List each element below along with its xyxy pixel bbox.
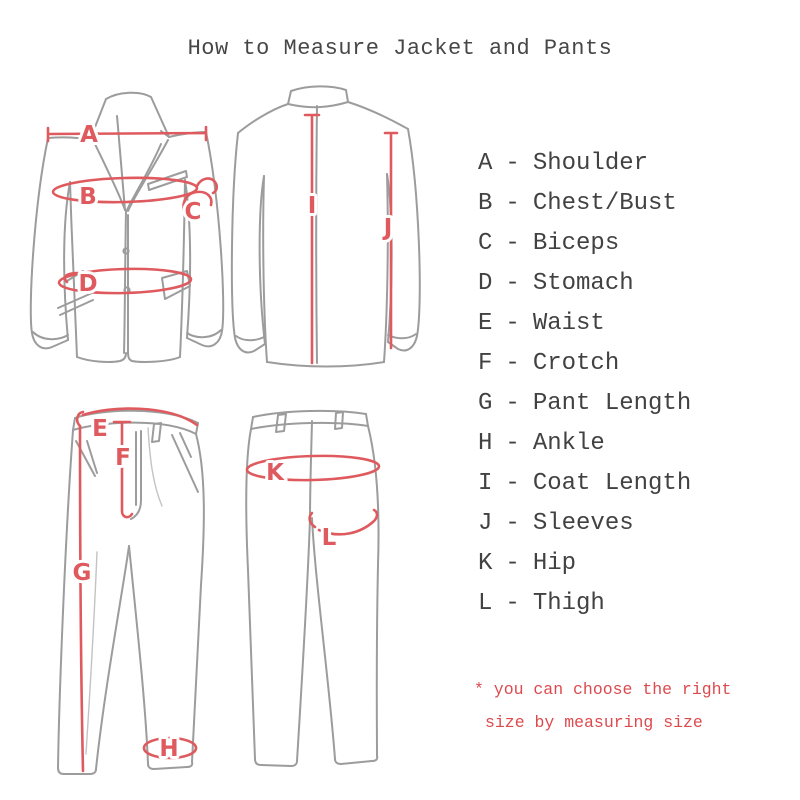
legend-key: J: [478, 509, 493, 537]
legend-separator: -: [505, 269, 520, 297]
jacket-back-diagram: [230, 85, 440, 385]
size-note: [474, 673, 731, 739]
measure-label-I: I: [307, 193, 317, 219]
pants-front-diagram: [50, 400, 235, 785]
legend-item-waist: [478, 303, 691, 343]
right-pocket: [172, 433, 198, 492]
legend-item-stomach: [478, 263, 691, 303]
size-note-line2: size by measuring size: [485, 713, 703, 732]
measure-label-J: J: [383, 215, 393, 241]
legend-label: Biceps: [532, 229, 620, 257]
measure-label-B: B: [79, 184, 97, 210]
legend-item-sleeves: [478, 503, 691, 543]
legend-key: C: [478, 229, 493, 257]
legend-label: Crotch: [532, 349, 620, 377]
legend-key: H: [478, 429, 493, 457]
legend-separator: -: [505, 429, 520, 457]
legend-label: Shoulder: [532, 149, 649, 177]
measure-label-F: F: [115, 445, 131, 471]
fly: [131, 431, 141, 519]
center-back-seam: [316, 106, 317, 363]
pants-back-diagram: [245, 400, 440, 780]
legend-item-biceps: [478, 223, 691, 263]
legend-key: F: [478, 349, 493, 377]
measure-label-C: C: [184, 199, 202, 225]
legend-separator: -: [505, 309, 520, 337]
legend-item-coat-length: [478, 463, 691, 503]
measure-label-G: G: [72, 560, 92, 586]
legend-separator: -: [505, 509, 520, 537]
legend-label: Coat Length: [532, 469, 692, 497]
measure-label-D: D: [78, 271, 98, 297]
legend-separator: -: [505, 589, 520, 617]
legend-separator: -: [505, 189, 520, 217]
legend-item-ankle: [478, 423, 691, 463]
legend-key: L: [478, 589, 493, 617]
legend-separator: -: [505, 469, 520, 497]
measure-label-L: L: [321, 525, 337, 551]
legend-label: Hip: [532, 549, 577, 577]
legend-item-crotch: [478, 343, 691, 383]
legend-item-chest: [478, 183, 691, 223]
measure-label-H: H: [159, 736, 179, 762]
belt-loop: [152, 423, 161, 442]
jacket-front-diagram: [20, 85, 235, 385]
legend-label: Ankle: [532, 429, 605, 457]
legend-separator: -: [505, 149, 520, 177]
legend-key: E: [478, 309, 493, 337]
legend-key: G: [478, 389, 493, 417]
legend-key: K: [478, 549, 493, 577]
legend-label: Chest/Bust: [532, 189, 677, 217]
legend-separator: -: [505, 349, 520, 377]
legend-key: B: [478, 189, 493, 217]
legend-separator: -: [505, 389, 520, 417]
legend-label: Stomach: [532, 269, 634, 297]
legend-label: Sleeves: [532, 509, 634, 537]
belt-loop: [276, 414, 286, 432]
legend-label: Waist: [532, 309, 605, 337]
legend-key: A: [478, 149, 493, 177]
legend-key: I: [478, 469, 493, 497]
legend-separator: -: [505, 229, 520, 257]
measure-label-A: A: [80, 122, 98, 148]
legend-label: Thigh: [532, 589, 605, 617]
legend: [478, 143, 691, 623]
center-back-seam: [310, 421, 312, 518]
belt-loop: [335, 412, 343, 429]
legend-key: D: [478, 269, 493, 297]
shoulder-line: [48, 127, 206, 141]
legend-item-pant-length: [478, 383, 691, 423]
legend-item-thigh: [478, 583, 691, 623]
size-note-line1: * you can choose the right: [474, 680, 732, 699]
legend-item-hip: [478, 543, 691, 583]
legend-separator: -: [505, 549, 520, 577]
legend-item-shoulder: [478, 143, 691, 183]
pant-length-line: [80, 426, 83, 771]
measure-label-E: E: [92, 416, 108, 442]
page-title: How to Measure Jacket and Pants: [187, 36, 613, 61]
measure-label-K: K: [266, 460, 284, 486]
legend-label: Pant Length: [532, 389, 692, 417]
thigh-line: [310, 510, 377, 534]
